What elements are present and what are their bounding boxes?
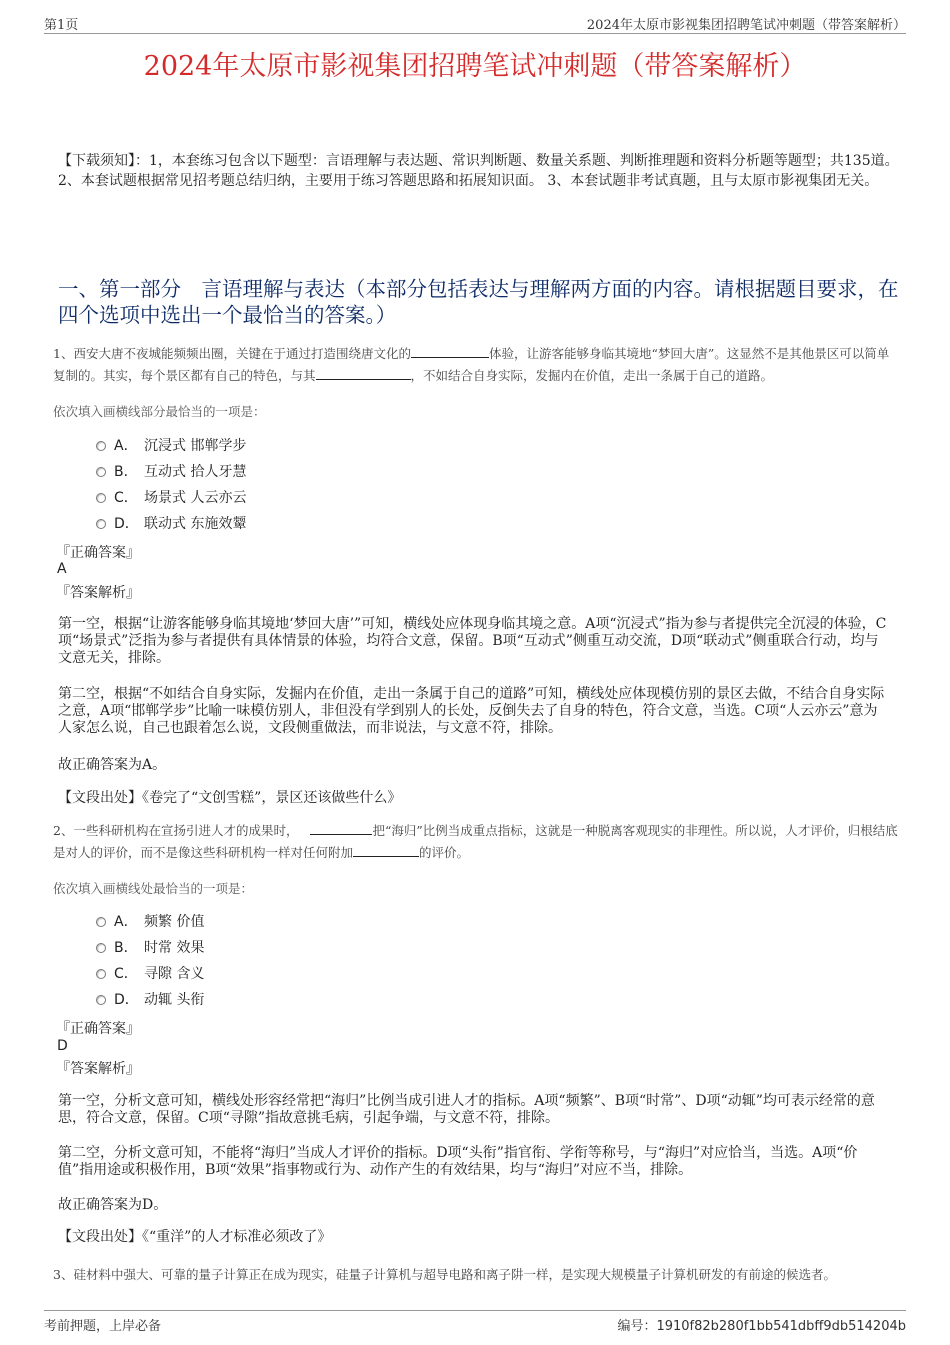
- option-d[interactable]: D． 联动式 东施效颦: [96, 511, 246, 537]
- source-citation: 【文段出处】《“重洋”的人才标准必须改了》: [58, 1229, 332, 1245]
- source-citation: 【文段出处】《卷完了“文创雪糕”，景区还该做些什么》: [58, 790, 402, 806]
- option-b[interactable]: B． 时常 效果: [96, 935, 204, 961]
- correct-answer-label: 『正确答案』: [56, 545, 140, 561]
- radio-icon[interactable]: [96, 943, 106, 953]
- page-title: 2024年太原市影视集团招聘笔试冲刺题（带答案解析）: [143, 51, 807, 82]
- radio-icon[interactable]: [96, 969, 106, 979]
- blank-2: [316, 367, 411, 380]
- analysis-label: 『答案解析』: [56, 585, 140, 601]
- analysis-label: 『答案解析』: [56, 1061, 140, 1077]
- question-2-text: 2、一些科研机构在宣扬引进人才的成果时， 把“海归”比例当成重点指标，这就是一种脱离客观现实的非理性。所以说，人才评价，归根结底是对人的评价，而不是像这些科研机构一样对任何附加 的评价。: [53, 823, 898, 860]
- correct-answer: D: [57, 1038, 68, 1054]
- question-2-prompt: 依次填入画横线处最恰当的一项是：: [53, 881, 254, 896]
- header-page-label: 第1页: [44, 18, 79, 33]
- analysis-paragraph: 第一空，根据“让游客能够身临其境地‘梦回大唐’”可知，横线处应体现身临其境之意。A项“沉浸式”指为参与者提供完全沉浸的体验，C项“场景式”泛指为参与者提供有具体情景的体验，均符合文意，保留。B项“互动式”侧重互动交流，D项“联动式”侧重联合行动，均与文意无关，排除。: [58, 616, 887, 666]
- analysis-paragraph: 第二空，分析文意可知，不能将“海归”当成人才评价的指标。D项“头衔”指官衔、学衔等称号，与“海归”对应恰当，当选。A项“价值”指用途或积极作用，B项“效果”指事物或行为、动作产生的有效结果，均与“海归”对应不当，排除。: [58, 1145, 858, 1178]
- correct-answer: A: [57, 561, 67, 577]
- option-c[interactable]: C． 寻隙 含义: [96, 961, 204, 987]
- option-a[interactable]: A． 频繁 价值: [96, 909, 204, 935]
- download-notice: 【下载须知】：1，本套练习包含以下题型：言语理解与表达题、常识判断题、数量关系题、判断推理题和资料分析题等题型；共135道。 2、本套试题根据常见招考题总结归纳，主要用于练习答题思路和拓展知识面。 3、本套试题非考试真题，且与太原市影视集团无关。: [58, 153, 899, 189]
- radio-icon[interactable]: [96, 467, 106, 477]
- analysis-paragraph: 第一空，分析文意可知，横线处形容经常把“海归”比例当成引进人才的指标。A项“频繁”、B项“时常”、D项“动辄”均可表示经常的意思，符合文意，保留。C项“寻隙”指故意挑毛病，引起争端，与文意不符，排除。: [58, 1093, 875, 1126]
- option-a[interactable]: A． 沉浸式 邯郸学步: [96, 433, 246, 459]
- footer-code: 编号：1910f82b280f1bb541dbff9db514204b: [617, 1319, 906, 1334]
- blank-1: [411, 345, 489, 358]
- footer-divider: [44, 1310, 906, 1311]
- blank-1: [310, 822, 372, 835]
- radio-icon[interactable]: [96, 519, 106, 529]
- radio-icon[interactable]: [96, 995, 106, 1005]
- section-title: 一、第一部分 言语理解与表达（本部分包括表达与理解两方面的内容。请根据题目要求，在四个选项中选出一个最恰当的答案。）: [58, 277, 899, 327]
- radio-icon[interactable]: [96, 917, 106, 927]
- question-1-text: 1、西安大唐不夜城能频频出圈，关键在于通过打造围绕唐文化的 体验，让游客能够身临其境地“梦回大唐”。这显然不是其他景区可以简单复制的。其实，每个景区都有自己的特色，与其 ，不如结合自身实际，发掘内在价值，走出一条属于自己的道路。: [53, 346, 890, 383]
- header-divider: [44, 33, 906, 34]
- option-c[interactable]: C． 场景式 人云亦云: [96, 485, 246, 511]
- question-2-options: [96, 909, 204, 1013]
- analysis-conclusion: 故正确答案为D。: [58, 1197, 168, 1213]
- header-doc-title: 2024年太原市影视集团招聘笔试冲刺题（带答案解析）: [586, 18, 906, 33]
- question-1-prompt: 依次填入画横线部分最恰当的一项是：: [53, 404, 266, 419]
- question-3-text: 3、硅材料中强大、可靠的量子计算正在成为现实，硅量子计算机与超导电路和离子阱一样，是实现大规模量子计算机研发的有前途的候选者。: [53, 1267, 836, 1282]
- footer-slogan: 考前押题，上岸必备: [44, 1319, 162, 1334]
- radio-icon[interactable]: [96, 493, 106, 503]
- blank-2: [353, 844, 419, 857]
- analysis-paragraph: 第二空，根据“不如结合自身实际，发掘内在价值，走出一条属于自己的道路”可知，横线处应体现模仿别的景区去做，不结合自身实际之意，A项“邯郸学步”比喻一味模仿别人，非但没有学到别人的长处，反倒失去了自身的特色，符合文意，当选。C项“人云亦云”意为人家怎么说，自己也跟着怎么说，文段侧重做法，而非说法，与文意不符，排除。: [58, 686, 885, 736]
- question-1-options: [96, 433, 246, 537]
- correct-answer-label: 『正确答案』: [56, 1021, 140, 1037]
- analysis-conclusion: 故正确答案为A。: [58, 757, 167, 773]
- radio-icon[interactable]: [96, 441, 106, 451]
- option-d[interactable]: D． 动辄 头衔: [96, 987, 204, 1013]
- option-b[interactable]: B． 互动式 拾人牙慧: [96, 459, 246, 485]
